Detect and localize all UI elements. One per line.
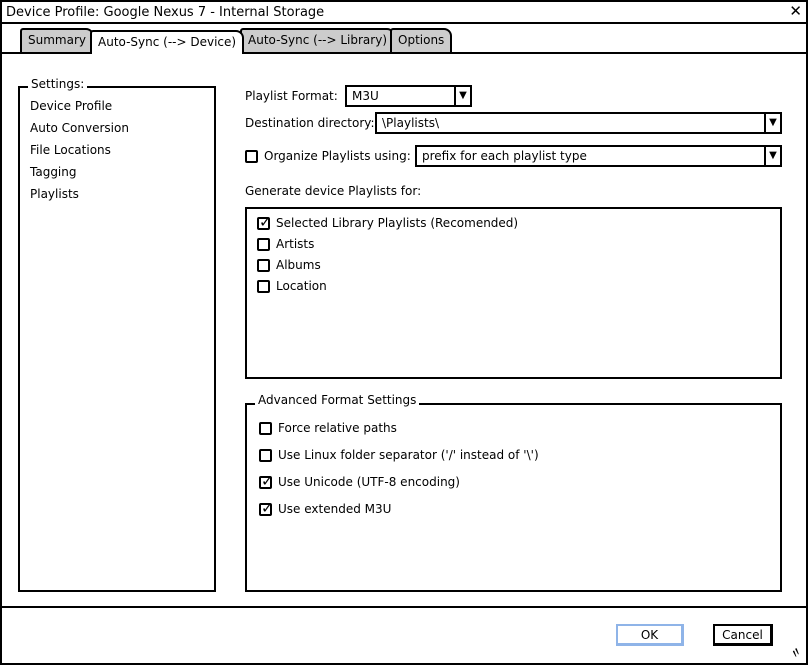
checkbox[interactable] xyxy=(257,238,270,251)
organize-label: Organize Playlists using: xyxy=(264,149,411,163)
playlist-format-dropdown[interactable] xyxy=(345,85,472,107)
generate-item-selected[interactable] xyxy=(257,213,518,234)
destination-label: Destination directory: xyxy=(245,116,375,130)
close-icon[interactable]: ✕ xyxy=(789,2,802,20)
advanced-items xyxy=(259,418,539,526)
advanced-item-relative[interactable] xyxy=(259,418,539,445)
chevron-down-icon: ▼ xyxy=(454,87,470,105)
item-label: Selected Library Playlists (Recomended) xyxy=(276,216,519,230)
checkbox[interactable] xyxy=(257,280,270,293)
checkbox[interactable] xyxy=(259,449,272,462)
title-bar xyxy=(2,2,806,24)
settings-item-auto-conversion[interactable]: Auto Conversion xyxy=(30,121,129,135)
playlist-format-label: Playlist Format: xyxy=(245,89,338,103)
playlist-format-value: M3U xyxy=(352,89,379,103)
cancel-button[interactable]: Cancel xyxy=(713,624,773,646)
organize-dropdown[interactable] xyxy=(415,145,782,167)
resize-grip-icon[interactable]: 〃 xyxy=(787,643,806,663)
item-label: Use extended M3U xyxy=(278,502,392,516)
generate-label: Generate device Playlists for: xyxy=(245,184,422,198)
organize-checkbox-row[interactable] xyxy=(245,149,411,163)
settings-legend: Settings: xyxy=(28,77,87,91)
tab-summary[interactable]: Summary xyxy=(20,28,94,52)
chevron-down-icon: ▼ xyxy=(764,114,780,132)
generate-items xyxy=(257,213,518,297)
generate-item-location[interactable] xyxy=(257,276,518,297)
settings-item-device-profile[interactable]: Device Profile xyxy=(30,99,113,113)
settings-items xyxy=(30,96,129,206)
organize-value: prefix for each playlist type xyxy=(422,149,587,163)
settings-item-playlists[interactable]: Playlists xyxy=(30,187,79,201)
checkbox[interactable] xyxy=(259,476,272,489)
tab-auto-sync-library[interactable]: Auto-Sync (--> Library) xyxy=(240,28,395,52)
checkbox[interactable] xyxy=(257,217,270,230)
settings-item-file-locations[interactable]: File Locations xyxy=(30,143,111,157)
checkbox[interactable] xyxy=(257,259,270,272)
window-title: Device Profile: Google Nexus 7 - Internal Storage xyxy=(6,5,325,20)
destination-value: \Playlists\ xyxy=(382,116,439,130)
settings-item-tagging[interactable]: Tagging xyxy=(30,165,77,179)
advanced-item-extended-m3u[interactable] xyxy=(259,499,539,526)
advanced-legend: Advanced Format Settings xyxy=(255,393,419,407)
item-label: Albums xyxy=(276,258,321,272)
item-label: Force relative paths xyxy=(278,421,397,435)
destination-dropdown[interactable] xyxy=(375,112,782,134)
advanced-item-linux-separator[interactable] xyxy=(259,445,539,472)
checkbox[interactable] xyxy=(259,422,272,435)
ok-button[interactable]: OK xyxy=(616,624,684,646)
tab-auto-sync-device[interactable]: Auto-Sync (--> Device) xyxy=(90,30,244,54)
organize-checkbox[interactable] xyxy=(245,150,258,163)
tab-options[interactable]: Options xyxy=(390,28,452,52)
generate-item-artists[interactable] xyxy=(257,234,518,255)
item-label: Artists xyxy=(276,237,315,251)
item-label: Location xyxy=(276,279,327,293)
advanced-item-unicode[interactable] xyxy=(259,472,539,499)
item-label: Use Unicode (UTF-8 encoding) xyxy=(278,475,460,489)
chevron-down-icon: ▼ xyxy=(764,147,780,165)
checkbox[interactable] xyxy=(259,503,272,516)
item-label: Use Linux folder separator ('/' instead of '\') xyxy=(278,448,539,462)
generate-item-albums[interactable] xyxy=(257,255,518,276)
